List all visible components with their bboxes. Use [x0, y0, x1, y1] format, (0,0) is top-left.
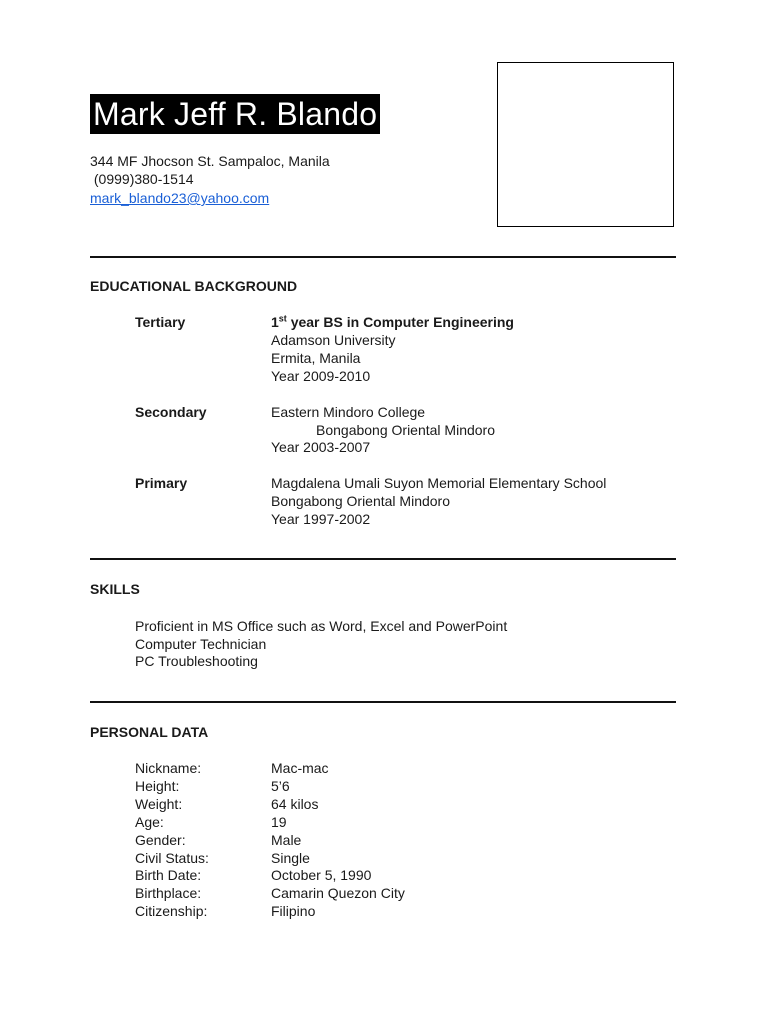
- citizenship-value: Filipino: [271, 903, 316, 919]
- tertiary-location: Ermita, Manila: [271, 350, 361, 366]
- primary-year: Year 1997-2002: [271, 511, 371, 527]
- citizenship-label: Citizenship:: [135, 903, 208, 919]
- tertiary-degree: [271, 313, 514, 331]
- birthplace-label: Birthplace:: [135, 885, 202, 901]
- phone: (0999)380-1514: [90, 171, 194, 187]
- birth-date-value: October 5, 1990: [271, 867, 372, 883]
- degree-year-suffix: st: [278, 313, 287, 324]
- birth-date-label: Birth Date:: [135, 867, 202, 883]
- civil-status-value: Single: [271, 850, 310, 866]
- civil-status-label: Civil Status:: [135, 850, 209, 866]
- primary-school: Magdalena Umali Suyon Memorial Elementary School: [271, 475, 607, 491]
- secondary-school: Eastern Mindoro College: [271, 404, 426, 420]
- email-link[interactable]: mark_blando23@yahoo.com: [90, 190, 270, 206]
- birthplace-value: Camarin Quezon City: [271, 885, 405, 901]
- tertiary-label: Tertiary: [135, 314, 186, 330]
- age-value: 19: [271, 814, 287, 830]
- weight-label: Weight:: [135, 796, 183, 812]
- skill-item: PC Troubleshooting: [135, 653, 258, 669]
- tertiary-year: Year 2009-2010: [271, 368, 371, 384]
- secondary-location: Bongabong Oriental Mindoro: [316, 422, 496, 438]
- divider: [90, 701, 676, 703]
- degree-name: year BS in Computer Engineering: [286, 314, 514, 330]
- primary-label: Primary: [135, 475, 188, 491]
- height-label: Height:: [135, 778, 180, 794]
- gender-value: Male: [271, 832, 302, 848]
- skill-item: Proficient in MS Office such as Word, Excel and PowerPoint: [135, 618, 508, 634]
- height-value: 5’6: [271, 778, 290, 794]
- primary-location: Bongabong Oriental Mindoro: [271, 493, 451, 509]
- tertiary-school: Adamson University: [271, 332, 396, 348]
- divider: [90, 558, 676, 560]
- weight-value: 64 kilos: [271, 796, 319, 812]
- secondary-label: Secondary: [135, 404, 207, 420]
- photo-placeholder: [497, 62, 674, 227]
- gender-label: Gender:: [135, 832, 186, 848]
- skills-heading: SKILLS: [90, 581, 140, 597]
- degree-year-number: 1: [271, 314, 279, 330]
- nickname-value: Mac-mac: [271, 760, 329, 776]
- divider: [90, 256, 676, 258]
- address: 344 MF Jhocson St. Sampaloc, Manila: [90, 153, 330, 169]
- skill-item: Computer Technician: [135, 636, 267, 652]
- applicant-name: Mark Jeff R. Blando: [90, 94, 380, 134]
- age-label: Age:: [135, 814, 164, 830]
- secondary-year: Year 2003-2007: [271, 439, 371, 455]
- education-heading: EDUCATIONAL BACKGROUND: [90, 278, 298, 294]
- personal-heading: PERSONAL DATA: [90, 724, 209, 740]
- nickname-label: Nickname:: [135, 760, 202, 776]
